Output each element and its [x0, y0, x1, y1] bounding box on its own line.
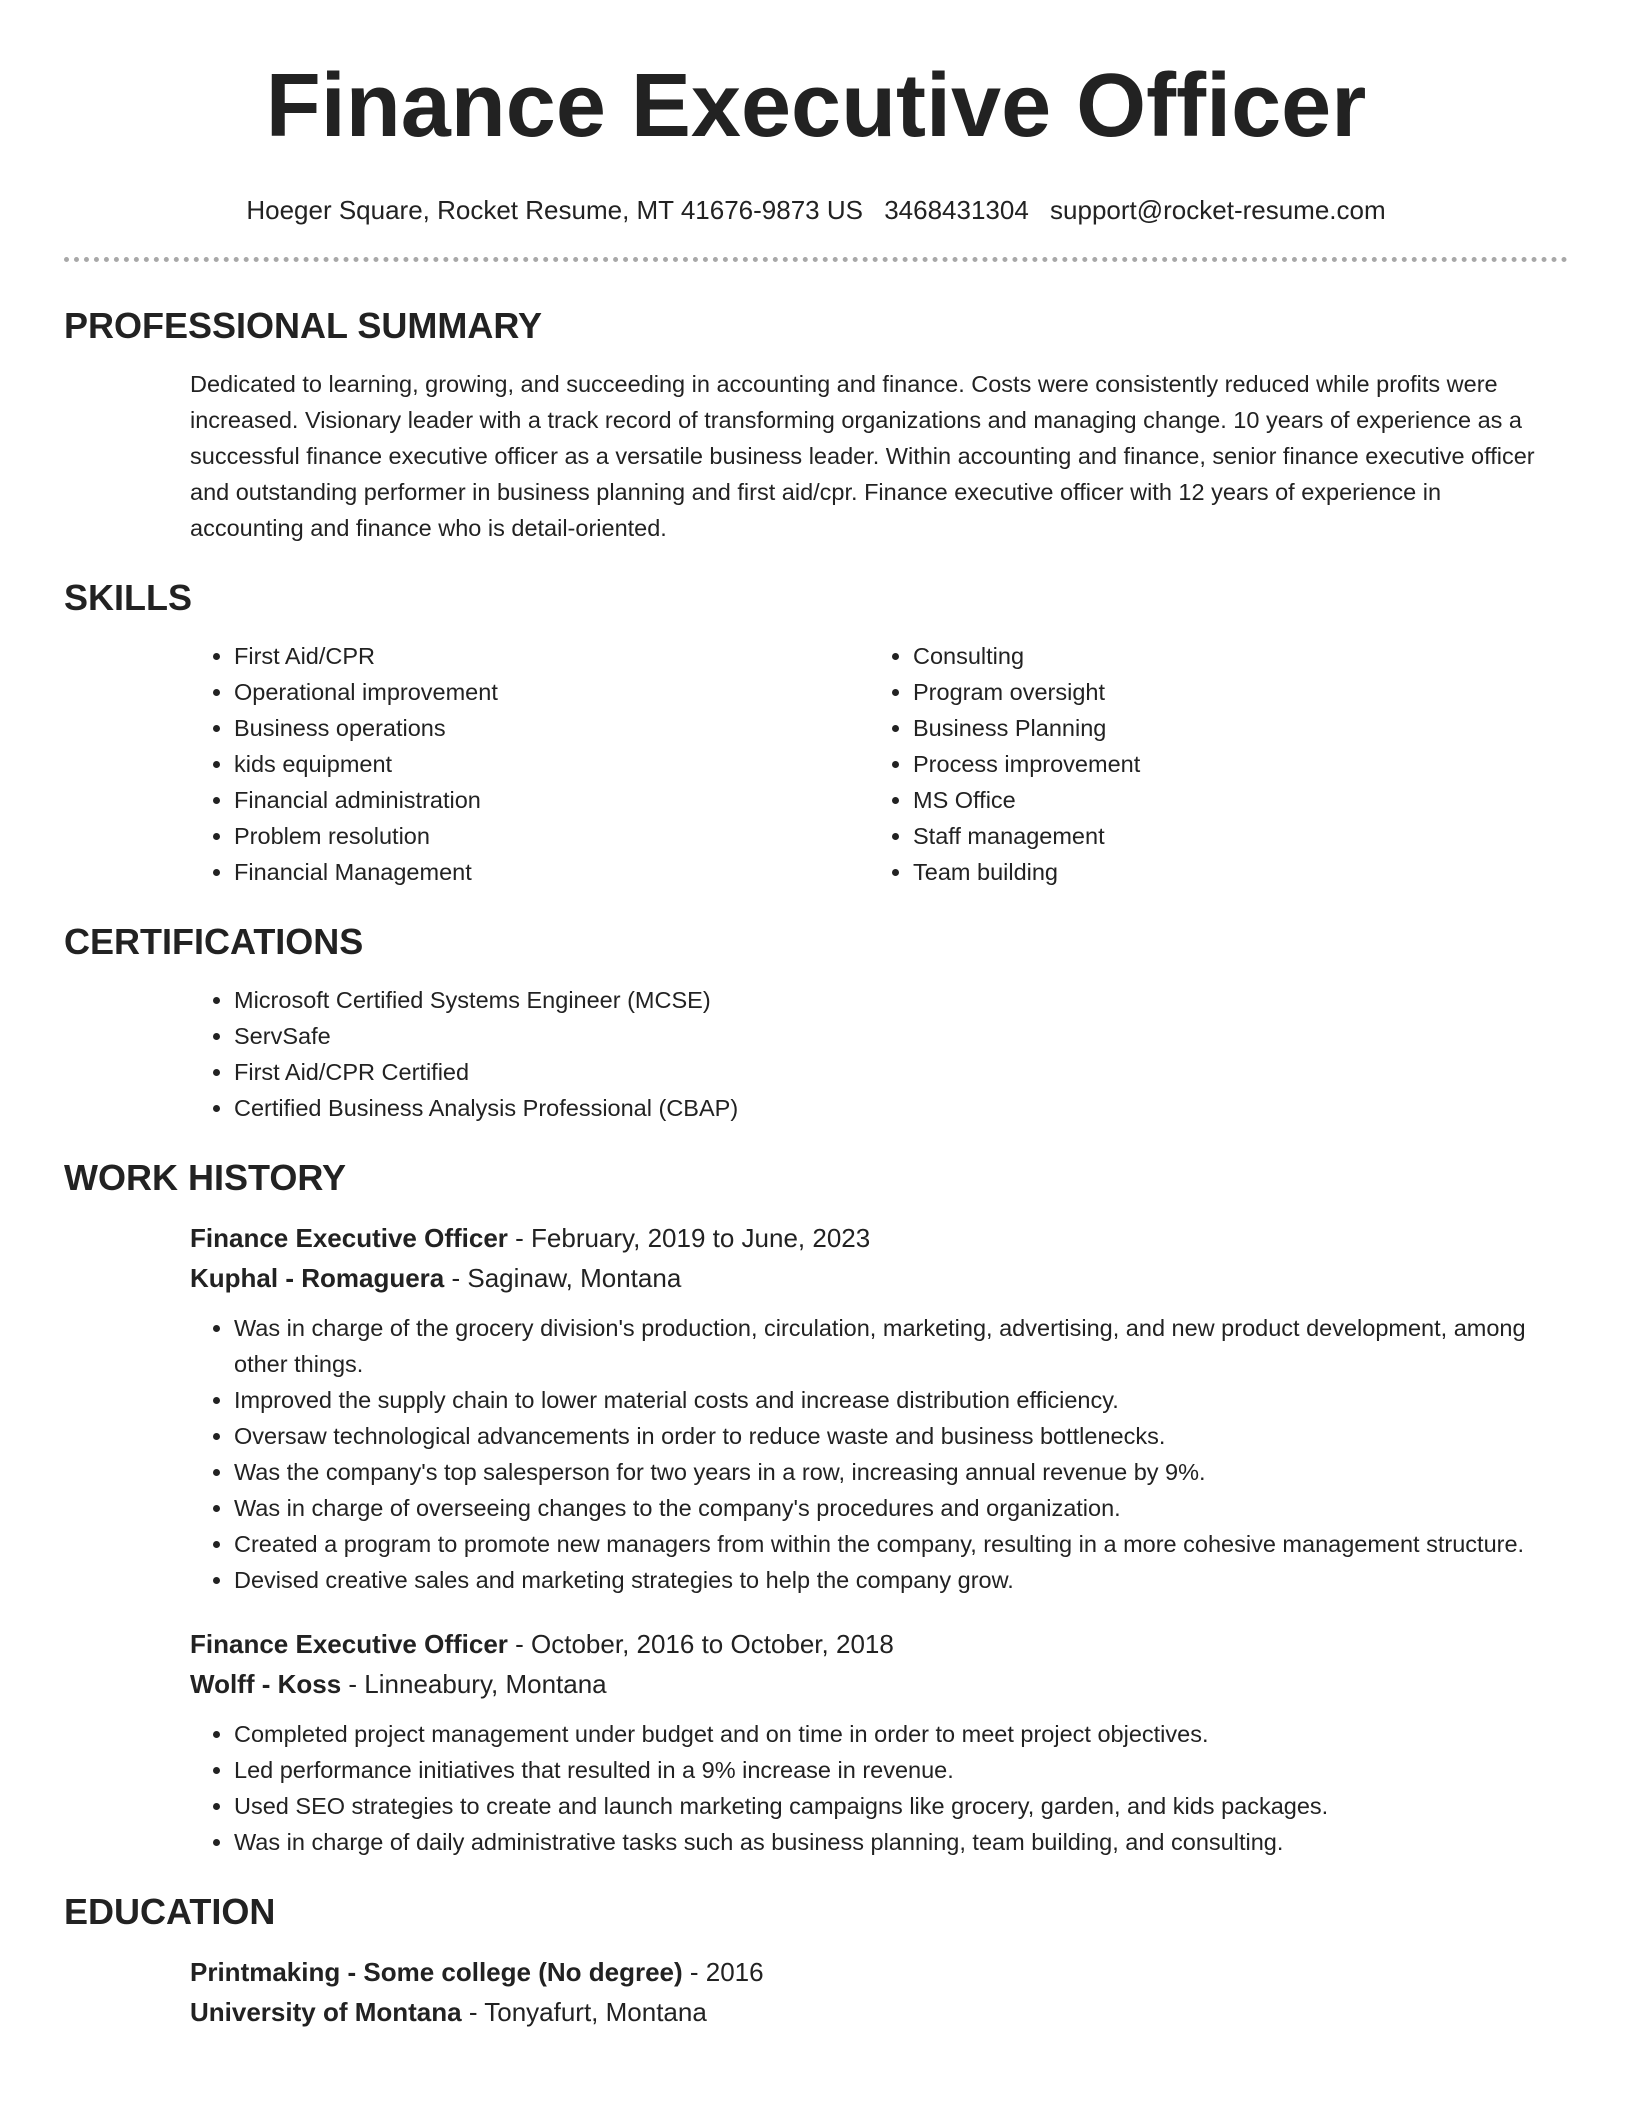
- job-bullet: • Led performance initiatives that resulted in a 9% increase in revenue.: [234, 1752, 1548, 1788]
- job-bullet: • Created a program to promote new managers from within the company, resulting in a more cohesive management structure.: [234, 1526, 1548, 1562]
- job-role: Finance Executive Officer: [190, 1629, 508, 1659]
- skill-item: • Financial administration: [234, 782, 869, 818]
- job-title-line: [190, 1624, 1548, 1664]
- job-bullet: • Was in charge of daily administrative tasks such as business planning, team building, and consulting.: [234, 1824, 1548, 1860]
- job-bullet: • Completed project management under budget and on time in order to meet project objectives.: [234, 1716, 1548, 1752]
- work-history-title: WORK HISTORY: [64, 1157, 347, 1198]
- certification-item: • Certified Business Analysis Professional (CBAP): [234, 1090, 1548, 1126]
- skill-item: • MS Office: [913, 782, 1548, 818]
- education-school-line: [190, 1992, 1548, 2032]
- job-bullets: [190, 1716, 1548, 1860]
- skill-item: • First Aid/CPR: [234, 638, 869, 674]
- education-location: - Tonyafurt, Montana: [461, 1997, 707, 2027]
- job-entry: [190, 1624, 1548, 1860]
- job-bullet: • Devised creative sales and marketing strategies to help the company grow.: [234, 1562, 1548, 1598]
- job-location: - Linneabury, Montana: [341, 1669, 607, 1699]
- job-location: - Saginaw, Montana: [444, 1263, 682, 1293]
- certifications-list: [190, 982, 1548, 1126]
- job-company: Wolff - Koss: [190, 1669, 342, 1699]
- contact-email: support@rocket-resume.com: [1050, 195, 1386, 225]
- summary-title: PROFESSIONAL SUMMARY: [64, 305, 543, 346]
- job-bullet: • Was in charge of overseeing changes to the company's procedures and organization.: [234, 1490, 1548, 1526]
- skill-item: • Team building: [913, 854, 1548, 890]
- skill-item: • Business Planning: [913, 710, 1548, 746]
- skills-list-left: [190, 638, 869, 890]
- header-divider: [64, 257, 1568, 262]
- education-title: EDUCATION: [64, 1891, 276, 1932]
- education-year: - 2016: [682, 1957, 764, 1987]
- job-entry: [190, 1218, 1548, 1598]
- job-company-line: [190, 1664, 1548, 1704]
- work-history-section: [64, 1158, 1568, 1860]
- job-bullet: • Improved the supply chain to lower material costs and increase distribution efficiency.: [234, 1382, 1548, 1418]
- skill-item: • Program oversight: [913, 674, 1548, 710]
- skills-list-right: [869, 638, 1548, 890]
- job-bullet: • Oversaw technological advancements in order to reduce waste and business bottlenecks.: [234, 1418, 1548, 1454]
- skill-item: • Staff management: [913, 818, 1548, 854]
- job-role: Finance Executive Officer: [190, 1223, 508, 1253]
- skill-item: • Business operations: [234, 710, 869, 746]
- education-degree-line: [190, 1952, 1548, 1992]
- summary-text: Dedicated to learning, growing, and succeeding in accounting and finance. Costs were consistently reduced while profits were increased. Visionary leader with a track record of transforming organizations and managing change. 10 years of experience as a successful finance executive officer as a versatile business leader. Within accounting and finance, senior finance executive officer and outstanding performer in business planning and first aid/cpr. Finance executive officer with 12 years of experience in accounting and finance who is detail-oriented.: [190, 371, 1535, 541]
- job-company: Kuphal - Romaguera: [190, 1263, 445, 1293]
- certification-item: • ServSafe: [234, 1018, 1548, 1054]
- job-dates: - February, 2019 to June, 2023: [507, 1223, 871, 1253]
- skill-item: • Problem resolution: [234, 818, 869, 854]
- education-degree: Printmaking - Some college (No degree): [190, 1957, 683, 1987]
- job-bullet: • Was in charge of the grocery division's production, circulation, marketing, advertising, and new product development, among other things.: [234, 1310, 1548, 1382]
- contact-phone: 3468431304: [884, 195, 1029, 225]
- work-history-body: [64, 1218, 1568, 1860]
- education-body: [64, 1952, 1568, 2032]
- skill-item: • Process improvement: [913, 746, 1548, 782]
- skills-grid: [64, 638, 1568, 890]
- certification-item: • Microsoft Certified Systems Engineer (MCSE): [234, 982, 1548, 1018]
- job-bullet: • Was the company's top salesperson for two years in a row, increasing annual revenue by 9%.: [234, 1454, 1548, 1490]
- certification-item: • First Aid/CPR Certified: [234, 1054, 1548, 1090]
- skill-item: • Financial Management: [234, 854, 869, 890]
- job-title-line: [190, 1218, 1548, 1258]
- skill-item: • Consulting: [913, 638, 1548, 674]
- job-company-line: [190, 1258, 1548, 1298]
- candidate-name: Finance Executive Officer: [265, 56, 1367, 156]
- certifications-title: CERTIFICATIONS: [64, 921, 364, 962]
- job-bullet: • Used SEO strategies to create and launch marketing campaigns like grocery, garden, and kids packages.: [234, 1788, 1548, 1824]
- summary-body: [64, 366, 1568, 546]
- skill-item: • kids equipment: [234, 746, 869, 782]
- contact-line: [64, 194, 1568, 226]
- skills-section: [64, 578, 1568, 890]
- education-section: [64, 1892, 1568, 2032]
- certifications-body: [64, 982, 1568, 1126]
- job-bullets: [190, 1310, 1548, 1598]
- job-dates: - October, 2016 to October, 2018: [507, 1629, 894, 1659]
- contact-address: Hoeger Square, Rocket Resume, MT 41676-9873 US: [246, 195, 863, 225]
- resume-header: [64, 0, 1568, 226]
- certifications-section: [64, 922, 1568, 1126]
- skills-title: SKILLS: [64, 577, 193, 618]
- summary-section: [64, 306, 1568, 546]
- education-school: University of Montana: [190, 1997, 462, 2027]
- skill-item: • Operational improvement: [234, 674, 869, 710]
